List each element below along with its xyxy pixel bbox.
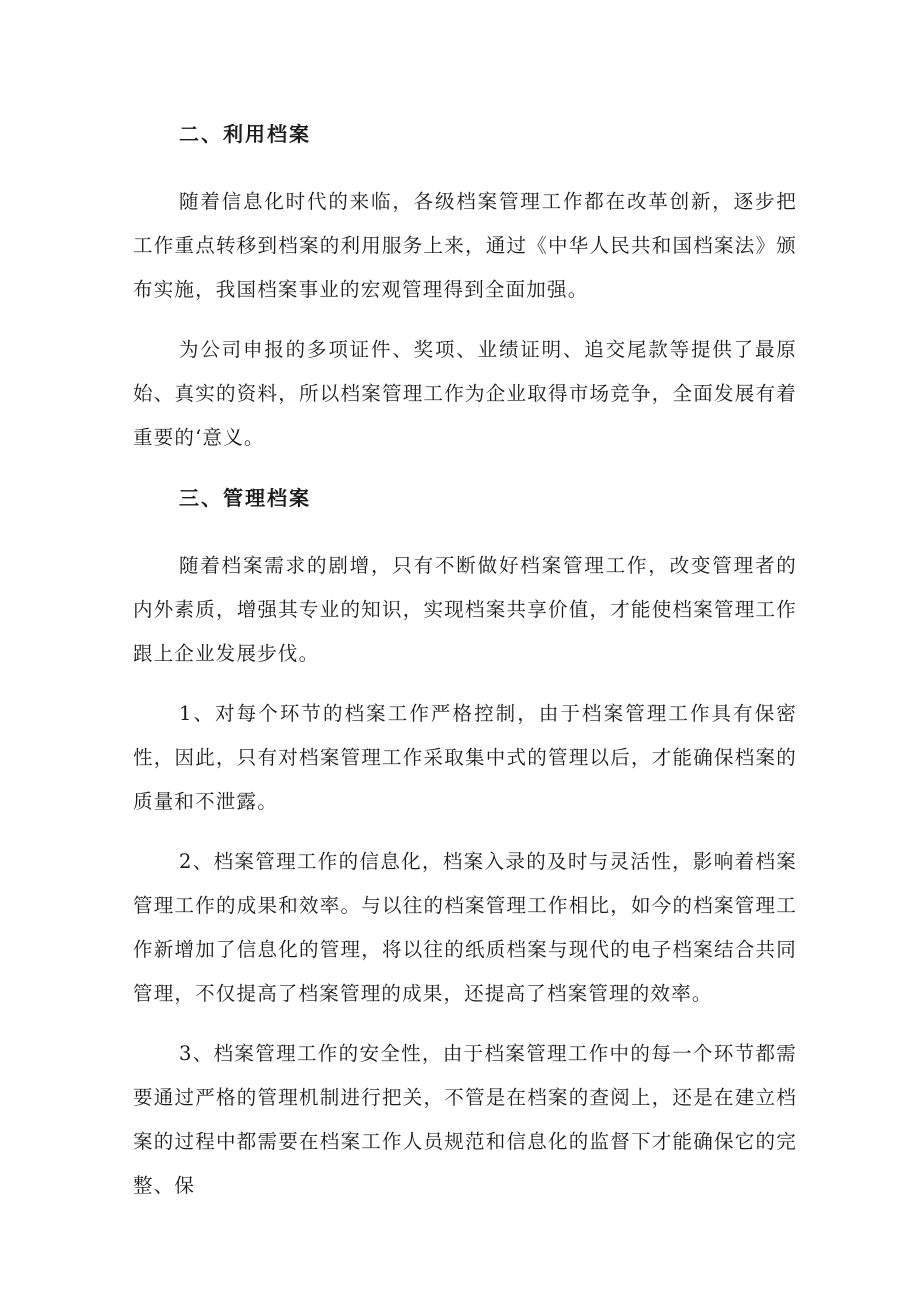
paragraph: 随着档案需求的剧增，只有不断做好档案管理工作，改变管理者的内外素质，增强其专业的知识，实现档案共享价值，才能使档案管理工作跟上企业发展步伐。: [133, 554, 797, 665]
section-heading-manage-archives: 三、管理档案: [179, 486, 311, 510]
paragraph: 随着信息化时代的来临，各级档案管理工作都在改革创新，逐步把工作重点转移到档案的利用服务上来，通过《中华人民共和国档案法》颁布实施，我国档案事业的宏观管理得到全面加强。: [133, 190, 797, 301]
paragraph: 为公司申报的多项证件、奖项、业绩证明、追交尾款等提供了最原始、真实的资料，所以档案管理工作为企业取得市场竞争，全面发展有着重要的‘意义。: [133, 338, 797, 449]
paragraph: 2、档案管理工作的信息化，档案入录的及时与灵活性，影响着档案管理工作的成果和效率。与以往的档案管理工作相比，如今的档案管理工作新增加了信息化的管理，将以往的纸质档案与现代的电子档案结合共同管理，不仅提高了档案管理的成果，还提高了档案管理的效率。: [133, 850, 797, 1005]
section-heading-use-archives: 二、利用档案: [179, 122, 311, 146]
document-body: [133, 112, 797, 1224]
paragraph: 1、对每个环节的档案工作严格控制，由于档案管理工作具有保密性，因此，只有对档案管理工作采取集中式的管理以后，才能确保档案的质量和不泄露。: [133, 702, 797, 813]
paragraph: 3、档案管理工作的安全性，由于档案管理工作中的每一个环节都需要通过严格的管理机制进行把关，不管是在档案的查阅上，还是在建立档案的过程中都需要在档案工作人员规范和信息化的监督下才能确保它的完整、保: [133, 1042, 797, 1197]
